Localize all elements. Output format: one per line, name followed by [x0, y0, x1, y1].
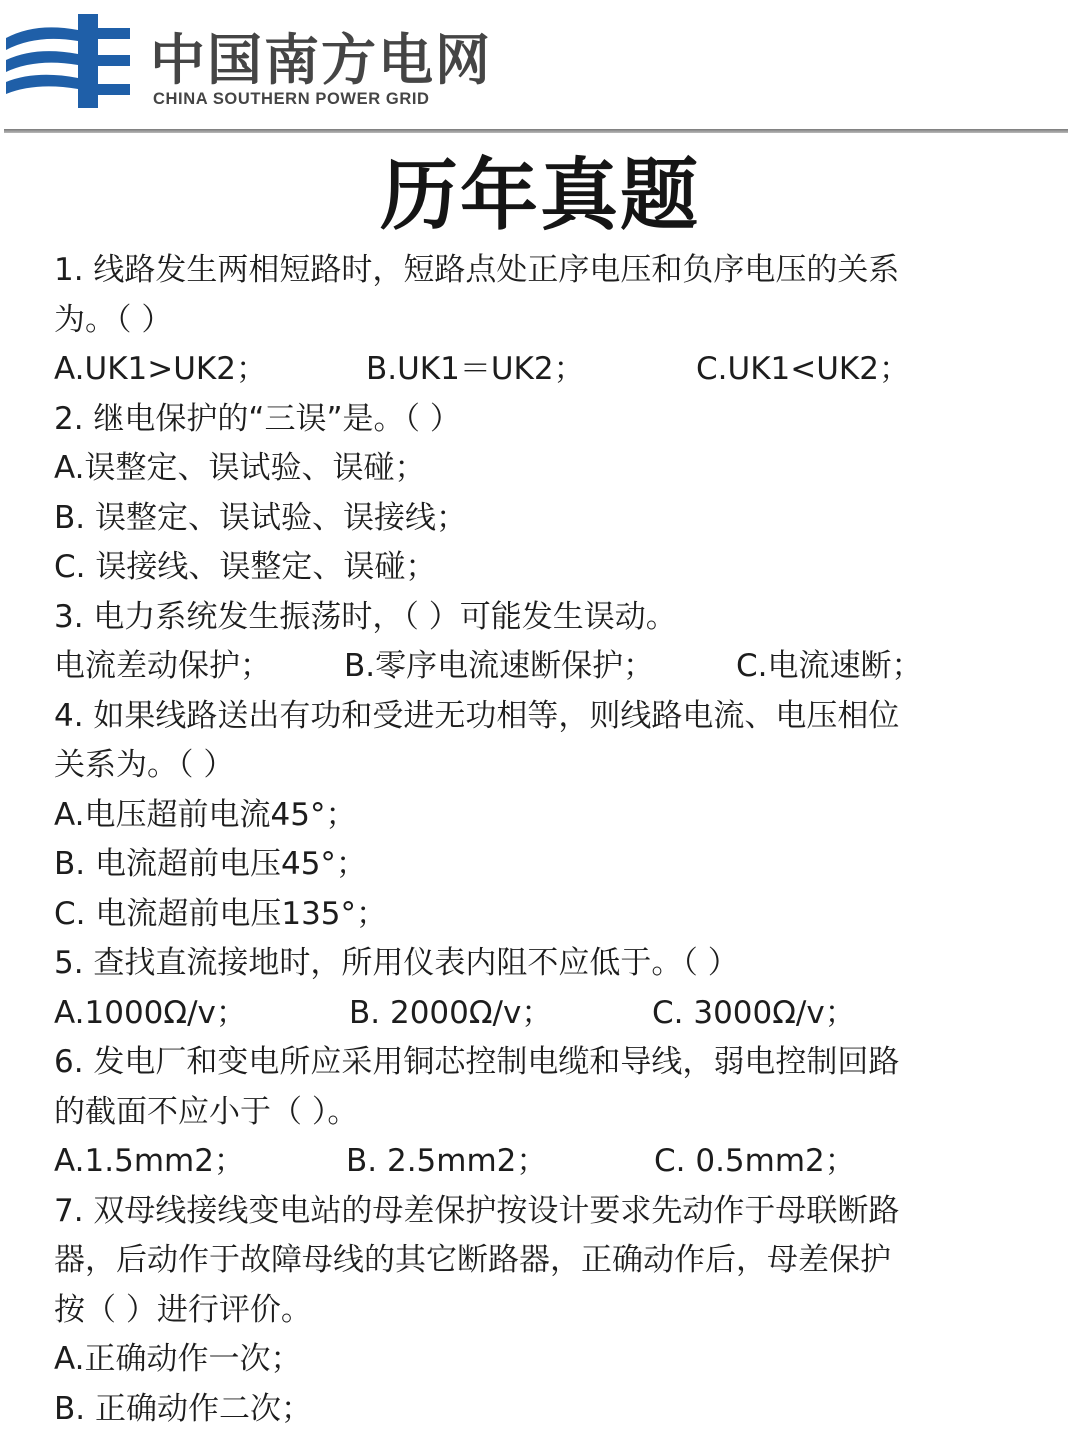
- logo-english-name: CHINA SOUTHERN POWER GRID: [153, 90, 430, 108]
- option-c: C. 0.5mm2；: [654, 1143, 856, 1179]
- option-row: [54, 345, 1014, 395]
- option-a: A.电压超前电流45°；: [54, 796, 357, 833]
- question-stem: 关系为。（ ）: [54, 747, 235, 783]
- question-stem: 3. 电力系统发生振荡时，（ ）可能发生误动。: [54, 598, 677, 635]
- question-stem: 6. 发电厂和变电所应采用铜芯控制电缆和导线，弱电控制回路: [54, 1044, 900, 1080]
- csg-logo-icon: [6, 14, 130, 108]
- option-b: B. 正确动作二次；: [54, 1390, 312, 1427]
- logo-chinese-name: 中国南方电网: [150, 28, 493, 92]
- question-stem: 器，后动作于故障母线的其它断路器，正确动作后，母差保护: [54, 1242, 891, 1278]
- option-row: [54, 1137, 1014, 1187]
- question-stem: 7. 双母线接线变电站的母差保护按设计要求先动作于母联断路: [54, 1192, 900, 1229]
- option-a: A.1.5mm2；: [54, 1143, 245, 1179]
- option-a: 电流差动保护；: [54, 648, 271, 684]
- question-list: [54, 246, 1014, 1434]
- option-c: C.电流速断；: [736, 648, 923, 684]
- question-stem: 5. 查找直流接地时，所用仪表内阻不应低于。（ ）: [54, 945, 739, 981]
- question-stem: 为。（ ）: [54, 301, 173, 338]
- question-stem: 按（ ）进行评价。: [54, 1291, 312, 1328]
- option-c: C. 3000Ω/v；: [652, 994, 856, 1031]
- option-b: B. 电流超前电压45°；: [54, 846, 367, 882]
- question-stem: 1. 线路发生两相短路时，短路点处正序电压和负序电压的关系: [54, 252, 900, 288]
- option-c: C.UK1<UK2；: [696, 351, 910, 387]
- header: [0, 0, 1080, 140]
- question-stem: 2. 继电保护的“三误”是。（ ）: [54, 400, 461, 437]
- option-b: B. 误整定、误试验、误接线；: [54, 499, 467, 536]
- option-c: C. 电流超前电压135°；: [54, 895, 388, 932]
- option-a: A.1000Ω/v；: [54, 994, 247, 1031]
- page-title: 历年真题: [379, 151, 700, 241]
- option-b: B. 2.5mm2；: [346, 1143, 548, 1179]
- option-row: [54, 642, 1014, 692]
- question-stem: 的截面不应小于（ ）。: [54, 1093, 359, 1130]
- option-a: A.误整定、误试验、误碰；: [54, 450, 426, 486]
- option-b: B. 2000Ω/v；: [349, 994, 553, 1031]
- option-a: A.正确动作一次；: [54, 1341, 302, 1377]
- option-a: A.UK1>UK2；: [54, 351, 267, 387]
- header-divider: [4, 129, 1068, 133]
- question-stem: 4. 如果线路送出有功和受进无功相等，则线路电流、电压相位: [54, 697, 900, 734]
- option-b: B.零序电流速断保护；: [344, 648, 655, 684]
- option-c: C. 误接线、误整定、误碰；: [54, 549, 437, 585]
- option-row: [54, 989, 1014, 1039]
- option-b: B.UK1＝UK2；: [366, 351, 585, 387]
